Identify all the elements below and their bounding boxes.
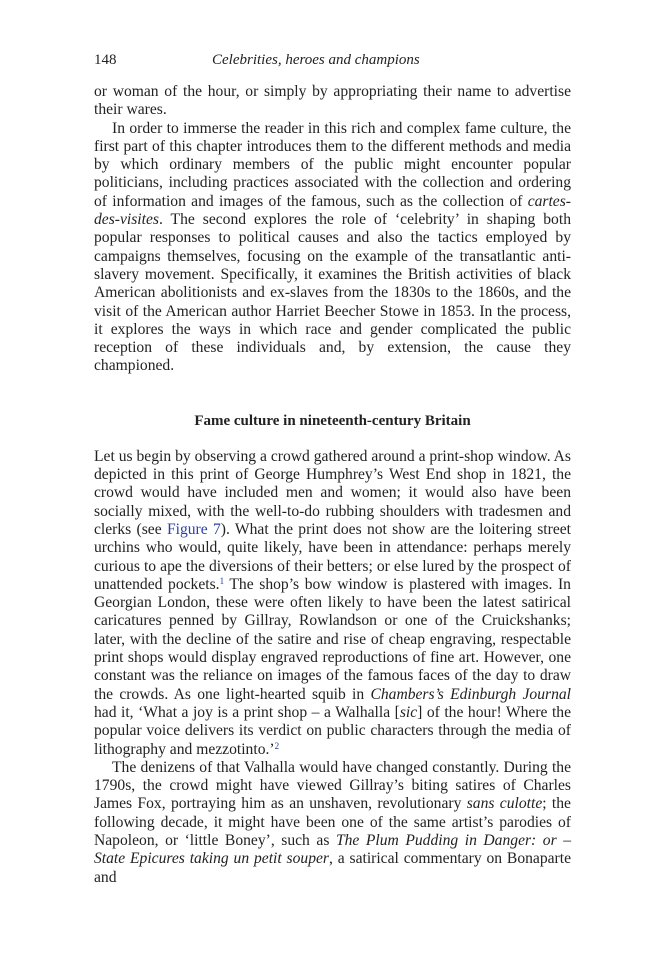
print-title-italic: The Plum Pudding in Danger: or – State Epicures taking un petit souper (94, 831, 572, 868)
paragraph-4 (94, 759, 571, 887)
running-title: Celebrities, heroes and champions (212, 52, 420, 68)
paragraph-2 (94, 120, 571, 376)
heading-spacer (94, 430, 571, 448)
paragraph-4-text-c: , a satirical commentary on Bonaparte and (94, 850, 572, 886)
running-header (94, 52, 571, 74)
paragraph-4-text-a: The denizens of that Valhalla would have changed constantly. During the 1790s, the crowd might have viewed Gillray’s biting satires of Charles James Fox, portraying him as an unshaven, revolutionary (94, 758, 571, 813)
paragraph-3-text-d: had it, ‘What a joy is a print shop – a Walhalla [ (94, 703, 400, 721)
paragraph-4-text-b: ; the following decade, it might have been one of the same artist’s parodies of Napoleon, or ‘little Boney’, such as (94, 795, 571, 849)
sic-italic: sic (399, 703, 418, 721)
figure-7-link[interactable]: Figure 7 (166, 520, 221, 538)
page-number: 148 (94, 52, 117, 68)
footnote-1-link[interactable]: 1 (219, 575, 225, 586)
section-spacer (94, 376, 571, 412)
sans-culotte-italic: sans culotte (466, 795, 543, 813)
journal-title: Chambers’s Edinburgh Journal (370, 685, 571, 703)
paragraph-2-text-a: In order to immerse the reader in this rich and complex fame culture, the first part of this chapter introduces them to the different methods and media by which ordinary members of the public might encounter popular politicians, including practices associated with the collection and ordering of information and images of the famous, such as the collection of (94, 119, 571, 210)
paragraph-1-text: or woman of the hour, or simply by appropriating their name to advertise their wares. (94, 83, 571, 119)
footnote-2-link[interactable]: 2 (274, 740, 280, 751)
paragraph-3-text-a: Let us begin by observing a crowd gathered around a print-shop window. As depicted in this print of George Humphrey’s West End shop in 1821, the crowd would have included men and women; it would also have been socially mixed, with the well-to-do rubbing shoulders with tradesmen and clerks (see (94, 447, 571, 538)
paragraph-1 (94, 83, 571, 120)
paragraph-3-text-b: ). What the print does not show are the loitering street urchins who would, quite likely, have been in attendance: perhaps merely curious to ape the diversions of their betters; or else lured by the prospect of unattended pockets. (94, 520, 571, 593)
paragraph-3 (94, 448, 571, 759)
page (94, 52, 571, 887)
paragraph-3-text-e: ] of the hour! Where the popular voice delivers its verdict on public characters through the media of lithography and mezzotinto.’ (94, 703, 572, 758)
section-heading: Fame culture in nineteenth-century Britain (194, 412, 471, 429)
paragraph-3-text-c: The shop’s bow window is plastered with images. In Georgian London, these were often likely to have been the latest satirical caricatures penned by Gillray, Rowlandson or one of the Cruickshanks; later, with the decline of the satire and rise of cheap engraving, respectable print shops would display engraved reproductions of fine art. However, one constant was the reliance on images of the famous faces of the day to draw the crowds. As one light-hearted squib in (94, 575, 571, 703)
paragraph-2-text-b: . The second explores the role of ‘celebrity’ in shaping both popular responses to political causes and also the tactics employed by campaigns themselves, focusing on the example of the transatlantic anti-slavery movement. Specifically, it examines the British activities of black American abolitionists and ex-slaves from the 1830s to the 1860s, and the visit of the American author Harriet Beecher Stowe in 1853. In the process, it explores the ways in which race and gender complicated the public reception of these individuals and, by extension, the cause they championed. (94, 211, 571, 375)
paragraph-2-italic: cartes-des-visites (94, 192, 571, 229)
